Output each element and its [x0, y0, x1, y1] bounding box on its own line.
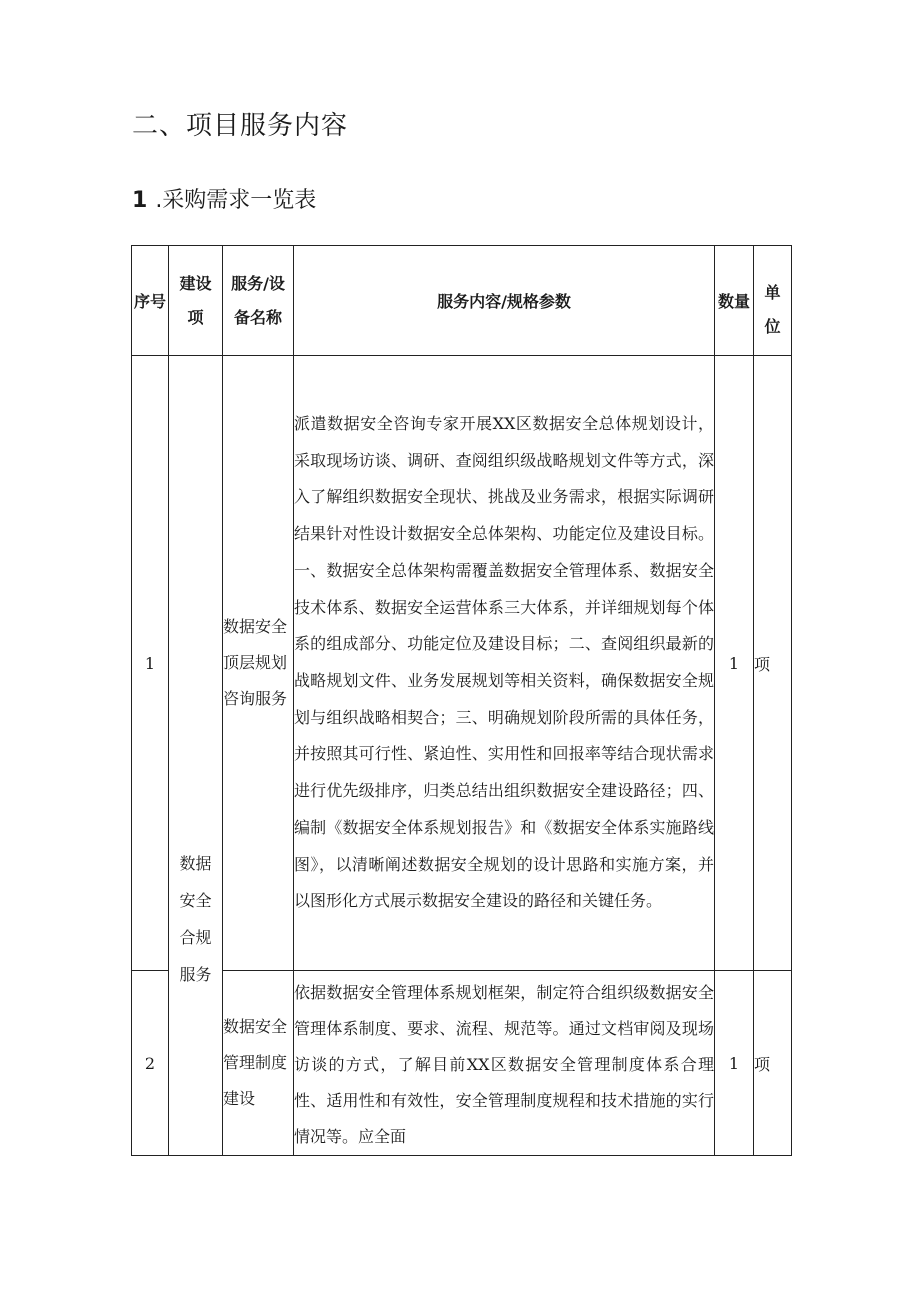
row-name: 数据安全管理制度建设: [223, 971, 294, 1156]
table-header-row: [132, 246, 792, 356]
table-row: [132, 971, 792, 1156]
header-seq: 序号: [132, 246, 169, 356]
requirements-table: [131, 245, 792, 1156]
row-qty: 1: [715, 971, 754, 1156]
row-name: 数据安全顶层规划咨询服务: [223, 356, 294, 971]
row-seq: 2: [132, 971, 169, 1156]
header-content: 服务内容/规格参数: [294, 246, 715, 356]
header-qty: 数量: [715, 246, 754, 356]
header-item: 建设项: [169, 246, 223, 356]
header-unit: 单位: [754, 246, 792, 356]
row-group-item: 数据安全合规服务: [169, 356, 223, 1156]
section-title: 二、项目服务内容: [132, 111, 349, 141]
header-name: 服务/设备名称: [223, 246, 294, 356]
row-qty: 1: [715, 356, 754, 971]
row-content: 派遣数据安全咨询专家开展XX区数据安全总体规划设计，采取现场访谈、调研、查阅组织级战略规划文件等方式，深入了解组织数据安全现状、挑战及业务需求，根据实际调研结果针对性设计数据安全总体架构、功能定位及建设目标。一、数据安全总体架构需覆盖数据安全管理体系、数据安全技术体系、数据安全运营体系三大体系，并详细规划每个体系的组成部分、功能定位及建设目标；二、查阅组织最新的战略规划文件、业务发展规划等相关资料，确保数据安全规划与组织战略相契合；三、明确规划阶段所需的具体任务，并按照其可行性、紧迫性、实用性和回报率等结合现状需求进行优先级排序，归类总结出组织数据安全建设路径；四、编制《数据安全体系规划报告》和《数据安全体系实施路线图》，以清晰阐述数据安全规划的设计思路和实施方案，并以图形化方式展示数据安全建设的路径和关键任务。: [294, 356, 715, 971]
row-content: 依据数据安全管理体系规划框架，制定符合组织级数据安全管理体系制度、要求、流程、规范等。通过文档审阅及现场访谈的方式，了解目前XX区数据安全管理制度体系合理性、适用性和有效性，安全管理制度规程和技术措施的实行情况等。应全面: [294, 971, 715, 1156]
row-unit: 项: [754, 356, 792, 971]
table-row: [132, 356, 792, 971]
sub-title-number: 1: [132, 188, 148, 213]
sub-title: [132, 184, 316, 218]
row-seq: 1: [132, 356, 169, 971]
sub-title-text: .采购需求一览表: [155, 188, 317, 213]
row-unit: 项: [754, 971, 792, 1156]
